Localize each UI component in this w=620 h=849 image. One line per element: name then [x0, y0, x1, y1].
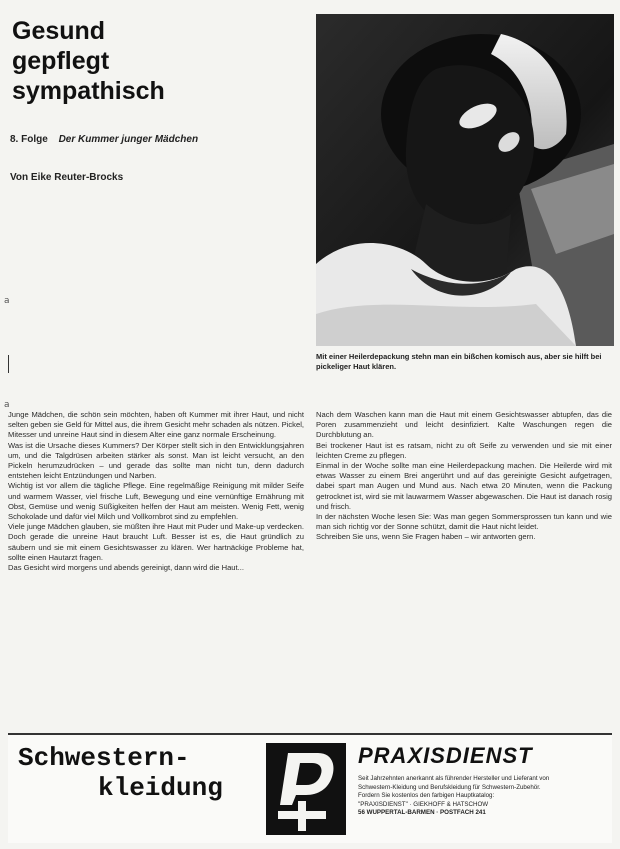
ad-brand-name: PRAXISDIENST — [358, 743, 533, 768]
photo-caption: Mit einer Heilerdepackung stehn man ein bißchen komisch aus, aber sie hilft bei pickeliger Haut klären. — [316, 352, 602, 371]
ad-address: 56 WUPPERTAL-BARMEN · POSTFACH 241 — [358, 809, 486, 817]
title-line-2: gepflegt — [12, 47, 110, 75]
paragraph: Schreiben Sie uns, wenn Sie Fragen haben – wir antworten gern. — [316, 532, 536, 542]
face-mask-photo — [316, 14, 614, 346]
ad-headline-line-2: kleidung — [98, 773, 223, 803]
praxisdienst-logo-icon — [266, 743, 346, 835]
series-line — [10, 134, 198, 145]
title-line-3: sympathisch — [12, 77, 165, 105]
paragraph: Wichtig ist vor allem die tägliche Pflege. Eine regelmäßige Reinigung mit milder Seife und warmem Wasser, viel frische Luft, Bewegung und eine vernünftige Ernährung mit Obst, Gemüse und wenig Süßigkeiten helfen der Haut am meisten. Wenig Fett, wenig Schokolade und dafür viel Milch und Vollkornbrot sind zu empfehlen. — [8, 481, 304, 522]
ad-headline — [18, 743, 258, 803]
series-title: Der Kummer junger Mädchen — [58, 134, 199, 145]
margin-rule — [8, 355, 9, 373]
ad-headline-line-1: Schwestern- — [18, 743, 190, 773]
paragraph: In der nächsten Woche lesen Sie: Was man gegen Sommersprossen tun kann und wie man sich richtig vor der Sonne schützt, damit die Haut nicht leidet. — [316, 512, 612, 532]
ad-text-line: "PRAXISDIENST" · GIEKHOFF & HATSCHOW — [358, 800, 489, 808]
paragraph: Einmal in der Woche sollte man eine Heilerdepackung machen. Die Heilerde wird mit etwas Wasser zu einem Brei angerührt und auf das gereinigte Gesicht aufgetragen, dabei spart man Augen und Mund aus. Nach etwa 20 Minuten, wenn die Packung getrocknet ist, wird sie mit lauwarmem Wasser abgewaschen. Die Haut ist danach rosig und frisch. — [316, 461, 612, 511]
article-photo — [316, 14, 614, 346]
byline: Von Eike Reuter-Brocks — [10, 172, 124, 183]
article-body — [8, 410, 612, 725]
advertisement — [8, 733, 612, 843]
article-title — [12, 16, 302, 106]
body-column-left — [8, 410, 304, 725]
paragraph: Was ist die Ursache dieses Kummers? Der Körper stellt sich in den Entwicklungsjahren um, und die Talgdrüsen arbeiten stärker als sonst. Man ist leicht versucht, an den Pickeln herumzudrücken – und gerade das sollte man nicht tun, denn dadurch entstehen leicht Entzündungen und Narben. — [8, 440, 304, 481]
margin-mark: a — [4, 296, 10, 306]
paragraph: Das Gesicht wird morgens und abends gereinigt, dann wird die Haut... — [8, 563, 244, 573]
series-label: 8. Folge — [10, 134, 48, 145]
title-line-1: Gesund — [12, 17, 106, 45]
ad-text-line: Schwestern-Kleidung und Berufskleidung für Schwestern-Zubehör. — [358, 783, 541, 791]
body-column-right — [316, 410, 612, 725]
paragraph: Viele junge Mädchen glauben, sie müßten ihre Haut mit Puder und Make-up verdecken. Doch gerade die unreine Haut braucht Luft. Besser ist es, die Haut gründlich zu säubern und sie mit einem Gesichtswasser zu klären. Wer hartnäckige Probleme hat, sollte einen Hautarzt fragen. — [8, 522, 304, 562]
paragraph: Bei trockener Haut ist es ratsam, nicht zu oft Seife zu verwenden und sie mit einer leichten Creme zu pflegen. — [316, 440, 612, 460]
ad-details — [358, 743, 608, 818]
paragraph: Nach dem Waschen kann man die Haut mit einem Gesichtswasser abtupfen, das die Poren zusammenzieht und leicht desinfiziert. Kalte Waschungen regen die Durchblutung an. — [316, 410, 612, 440]
margin-mark: a — [4, 400, 10, 410]
paragraph: Junge Mädchen, die schön sein möchten, haben oft Kummer mit ihrer Haut, und nicht selten geben sie Geld für Mittel aus, die ihrem Gesicht mehr schaden als nützen. Pickel, Mitesser und unreine Haut sind in diesem Alter eine ganz normale Erscheinung. — [8, 410, 304, 440]
ad-text — [358, 775, 608, 818]
ad-text-line: Fordern Sie kostenlos den farbigen Hauptkatalog: — [358, 792, 495, 800]
ad-text-line: Seit Jahrzehnten anerkannt als führender Hersteller und Lieferant von — [358, 775, 550, 782]
